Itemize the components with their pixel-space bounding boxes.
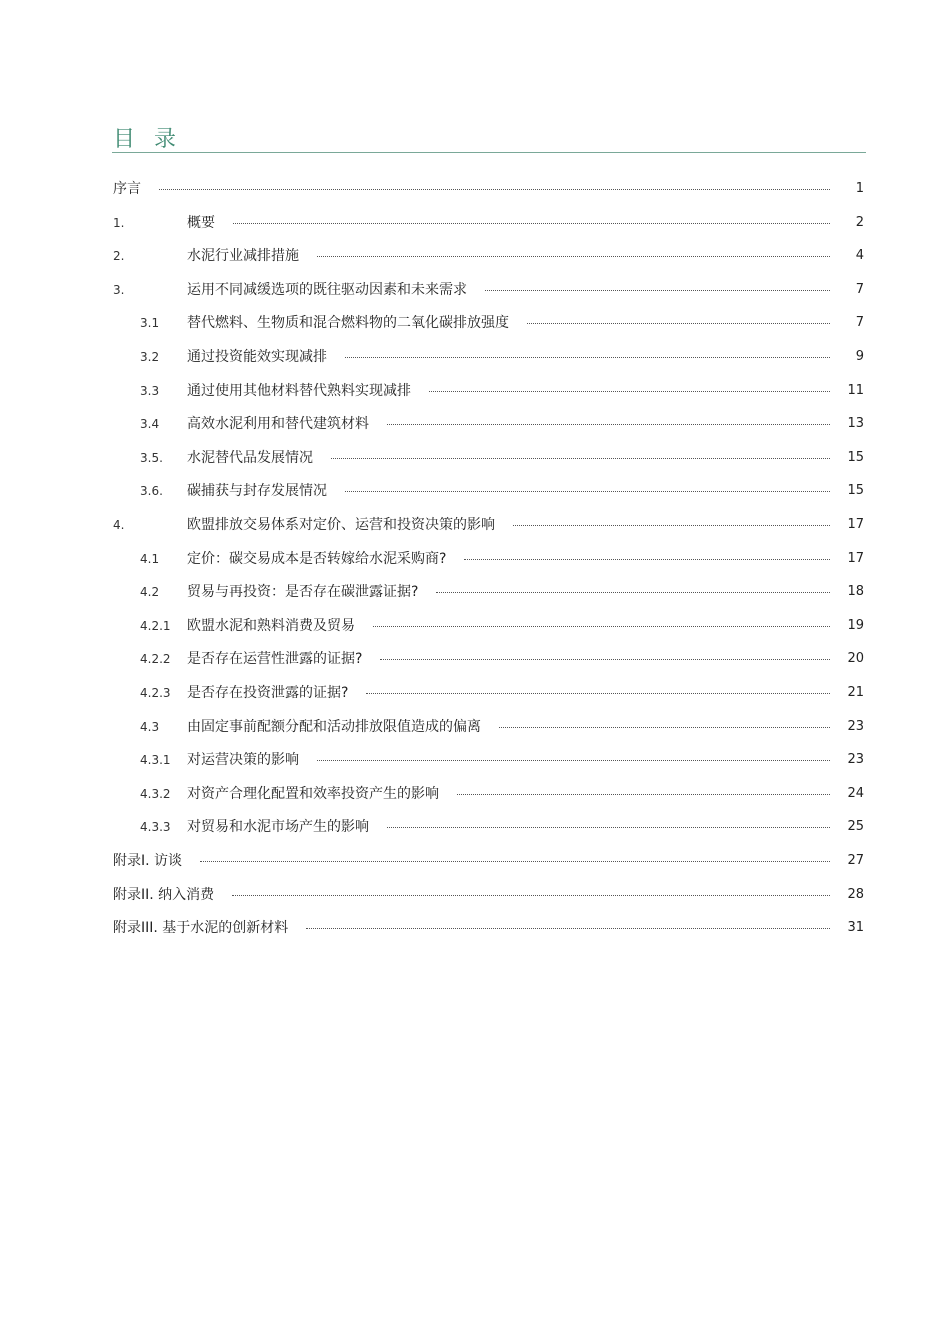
toc-entry[interactable] <box>0 407 950 441</box>
toc-entry-label: 通过投资能效实现减排 <box>187 340 341 374</box>
toc-entry-number: 1. <box>113 215 125 230</box>
toc-entry-number: 3.4 <box>140 417 160 432</box>
toc-entry-label: 定价：碳交易成本是否转嫁给水泥采购商? <box>187 542 460 576</box>
toc-entry-page: 7 <box>855 315 864 331</box>
toc-entry-label: 是否存在投资泄露的证据? <box>187 676 362 710</box>
toc-entry-number: 4.2 <box>140 585 160 600</box>
toc-entry-page: 19 <box>847 617 864 633</box>
toc-entry-label: 对贸易和水泥市场产生的影响 <box>187 810 383 844</box>
toc-entry-label: 运用不同减缓选项的既往驱动因素和未来需求 <box>187 273 481 307</box>
toc-entry[interactable] <box>0 743 950 777</box>
toc-entry-page: 17 <box>847 517 864 532</box>
toc-entry-page: 31 <box>847 920 864 936</box>
toc-entry-page: 18 <box>847 584 864 600</box>
toc-entry-label: 贸易与再投资：是否存在碳泄露证据? <box>187 575 432 609</box>
toc-entry[interactable] <box>0 542 950 576</box>
toc-entry-label: 通过使用其他材料替代熟料实现减排 <box>187 374 425 408</box>
toc-leader-dots <box>499 727 830 728</box>
toc-leader-dots <box>331 458 830 459</box>
toc-entry-label: 欧盟排放交易体系对定价、运营和投资决策的影响 <box>187 508 509 542</box>
toc-entry-page: 27 <box>847 853 864 868</box>
toc-entry-number: 4.3.2 <box>140 786 171 801</box>
toc-entry-page: 20 <box>847 651 864 667</box>
toc-entry-label: 附录I. 访谈 <box>113 844 196 878</box>
toc-leader-dots <box>429 391 830 392</box>
toc-entry-label: 附录II. 纳入消费 <box>113 878 228 912</box>
toc-entry-page: 24 <box>847 785 864 801</box>
toc-entry-number: 4.2.2 <box>140 652 171 667</box>
toc-entry-label: 水泥行业减排措施 <box>187 239 313 273</box>
toc-entry[interactable] <box>0 340 950 374</box>
toc-entry-number: 3.2 <box>140 350 160 364</box>
toc-entry[interactable] <box>0 878 950 912</box>
toc-entry[interactable] <box>0 374 950 408</box>
toc-entry-label: 欧盟水泥和熟料消费及贸易 <box>187 609 369 643</box>
toc-entry-label: 概要 <box>187 206 229 240</box>
toc-entry-page: 15 <box>847 449 864 465</box>
toc-entry[interactable] <box>0 273 950 307</box>
toc-entry-page: 11 <box>847 382 864 398</box>
toc-entry-page: 2 <box>855 214 864 230</box>
toc-leader-dots <box>513 525 830 526</box>
toc-entry-page: 9 <box>855 349 864 364</box>
toc-entry[interactable] <box>0 609 950 643</box>
toc-entry-label: 高效水泥利用和替代建筑材料 <box>187 407 383 441</box>
toc-entry-number: 3.5. <box>140 450 163 465</box>
toc-entry-page: 23 <box>847 752 864 768</box>
toc-leader-dots <box>233 223 830 224</box>
toc-leader-dots <box>387 424 830 425</box>
toc-entry-page: 7 <box>855 281 864 297</box>
page-title: 目 录 <box>113 127 182 152</box>
toc-entry[interactable] <box>0 508 950 542</box>
toc-leader-dots <box>317 760 830 761</box>
toc-entry-page: 23 <box>847 718 864 734</box>
toc-entry-label: 水泥替代品发展情况 <box>187 441 327 475</box>
toc-entry-label: 是否存在运营性泄露的证据? <box>187 642 376 676</box>
toc-entry-number: 4. <box>113 518 125 532</box>
toc-leader-dots <box>306 928 830 929</box>
toc-entry-number: 3. <box>113 282 125 297</box>
toc-entry[interactable] <box>0 676 950 710</box>
toc-entry-page: 15 <box>847 483 864 499</box>
toc-entry[interactable] <box>0 474 950 508</box>
toc-entry-label: 碳捕获与封存发展情况 <box>187 474 341 508</box>
toc-leader-dots <box>366 693 830 694</box>
toc-entry[interactable] <box>0 777 950 811</box>
toc-leader-dots <box>464 559 830 560</box>
toc-entry-number: 4.3 <box>140 719 160 734</box>
toc-entry[interactable] <box>0 306 950 340</box>
toc-leader-dots <box>345 491 830 492</box>
toc-entry-label: 对运营决策的影响 <box>187 743 313 777</box>
toc-entry-number: 3.6. <box>140 484 163 499</box>
toc-entry-label: 由固定事前配额分配和活动排放限值造成的偏离 <box>187 710 495 744</box>
toc-leader-dots <box>380 659 830 660</box>
toc-leader-dots <box>527 323 830 324</box>
toc-leader-dots <box>436 592 830 593</box>
toc-leader-dots <box>200 861 830 862</box>
toc-entry-number: 2. <box>113 249 125 264</box>
toc-entry[interactable] <box>0 206 950 240</box>
toc-entry-number: 4.1 <box>140 551 160 566</box>
toc-entry-number: 4.3.1 <box>140 753 171 768</box>
toc-entry-number: 4.2.3 <box>140 686 171 700</box>
toc-entry-page: 17 <box>847 550 864 566</box>
toc-entry-page: 28 <box>847 886 864 902</box>
toc-leader-dots <box>485 290 830 291</box>
toc-entry-label: 对资产合理化配置和效率投资产生的影响 <box>187 777 453 811</box>
toc-entry[interactable] <box>0 844 950 878</box>
toc-entry-page: 21 <box>847 685 864 700</box>
toc-entry[interactable] <box>0 239 950 273</box>
toc-entry-number: 3.1 <box>140 316 160 331</box>
toc-entry-label: 序言 <box>113 172 155 206</box>
toc-entry-page: 13 <box>847 416 864 432</box>
toc-entry[interactable] <box>0 575 950 609</box>
toc-entry[interactable] <box>0 911 950 945</box>
toc-leader-dots <box>387 827 830 828</box>
toc-entry-number: 4.3.3 <box>140 820 171 835</box>
toc-entry[interactable] <box>0 642 950 676</box>
toc-entry[interactable] <box>0 710 950 744</box>
toc-leader-dots <box>159 189 830 190</box>
toc-entry-number: 4.2.1 <box>140 618 171 633</box>
toc-entry-label: 替代燃料、生物质和混合燃料物的二氧化碳排放强度 <box>187 306 523 340</box>
toc-entry-page: 4 <box>855 248 864 264</box>
toc-leader-dots <box>457 794 830 795</box>
toc-entry[interactable] <box>0 810 950 844</box>
toc-entry[interactable] <box>0 172 950 206</box>
toc-leader-dots <box>373 626 830 627</box>
toc-entry-page: 1 <box>855 181 864 196</box>
toc-entry-label: 附录III. 基于水泥的创新材料 <box>113 911 302 945</box>
toc-leader-dots <box>317 256 830 257</box>
toc-entry[interactable] <box>0 441 950 475</box>
toc-leader-dots <box>345 357 830 358</box>
toc-entry-page: 25 <box>847 819 864 835</box>
title-divider <box>112 152 866 153</box>
toc-leader-dots <box>232 895 830 896</box>
toc-entry-number: 3.3 <box>140 383 160 398</box>
